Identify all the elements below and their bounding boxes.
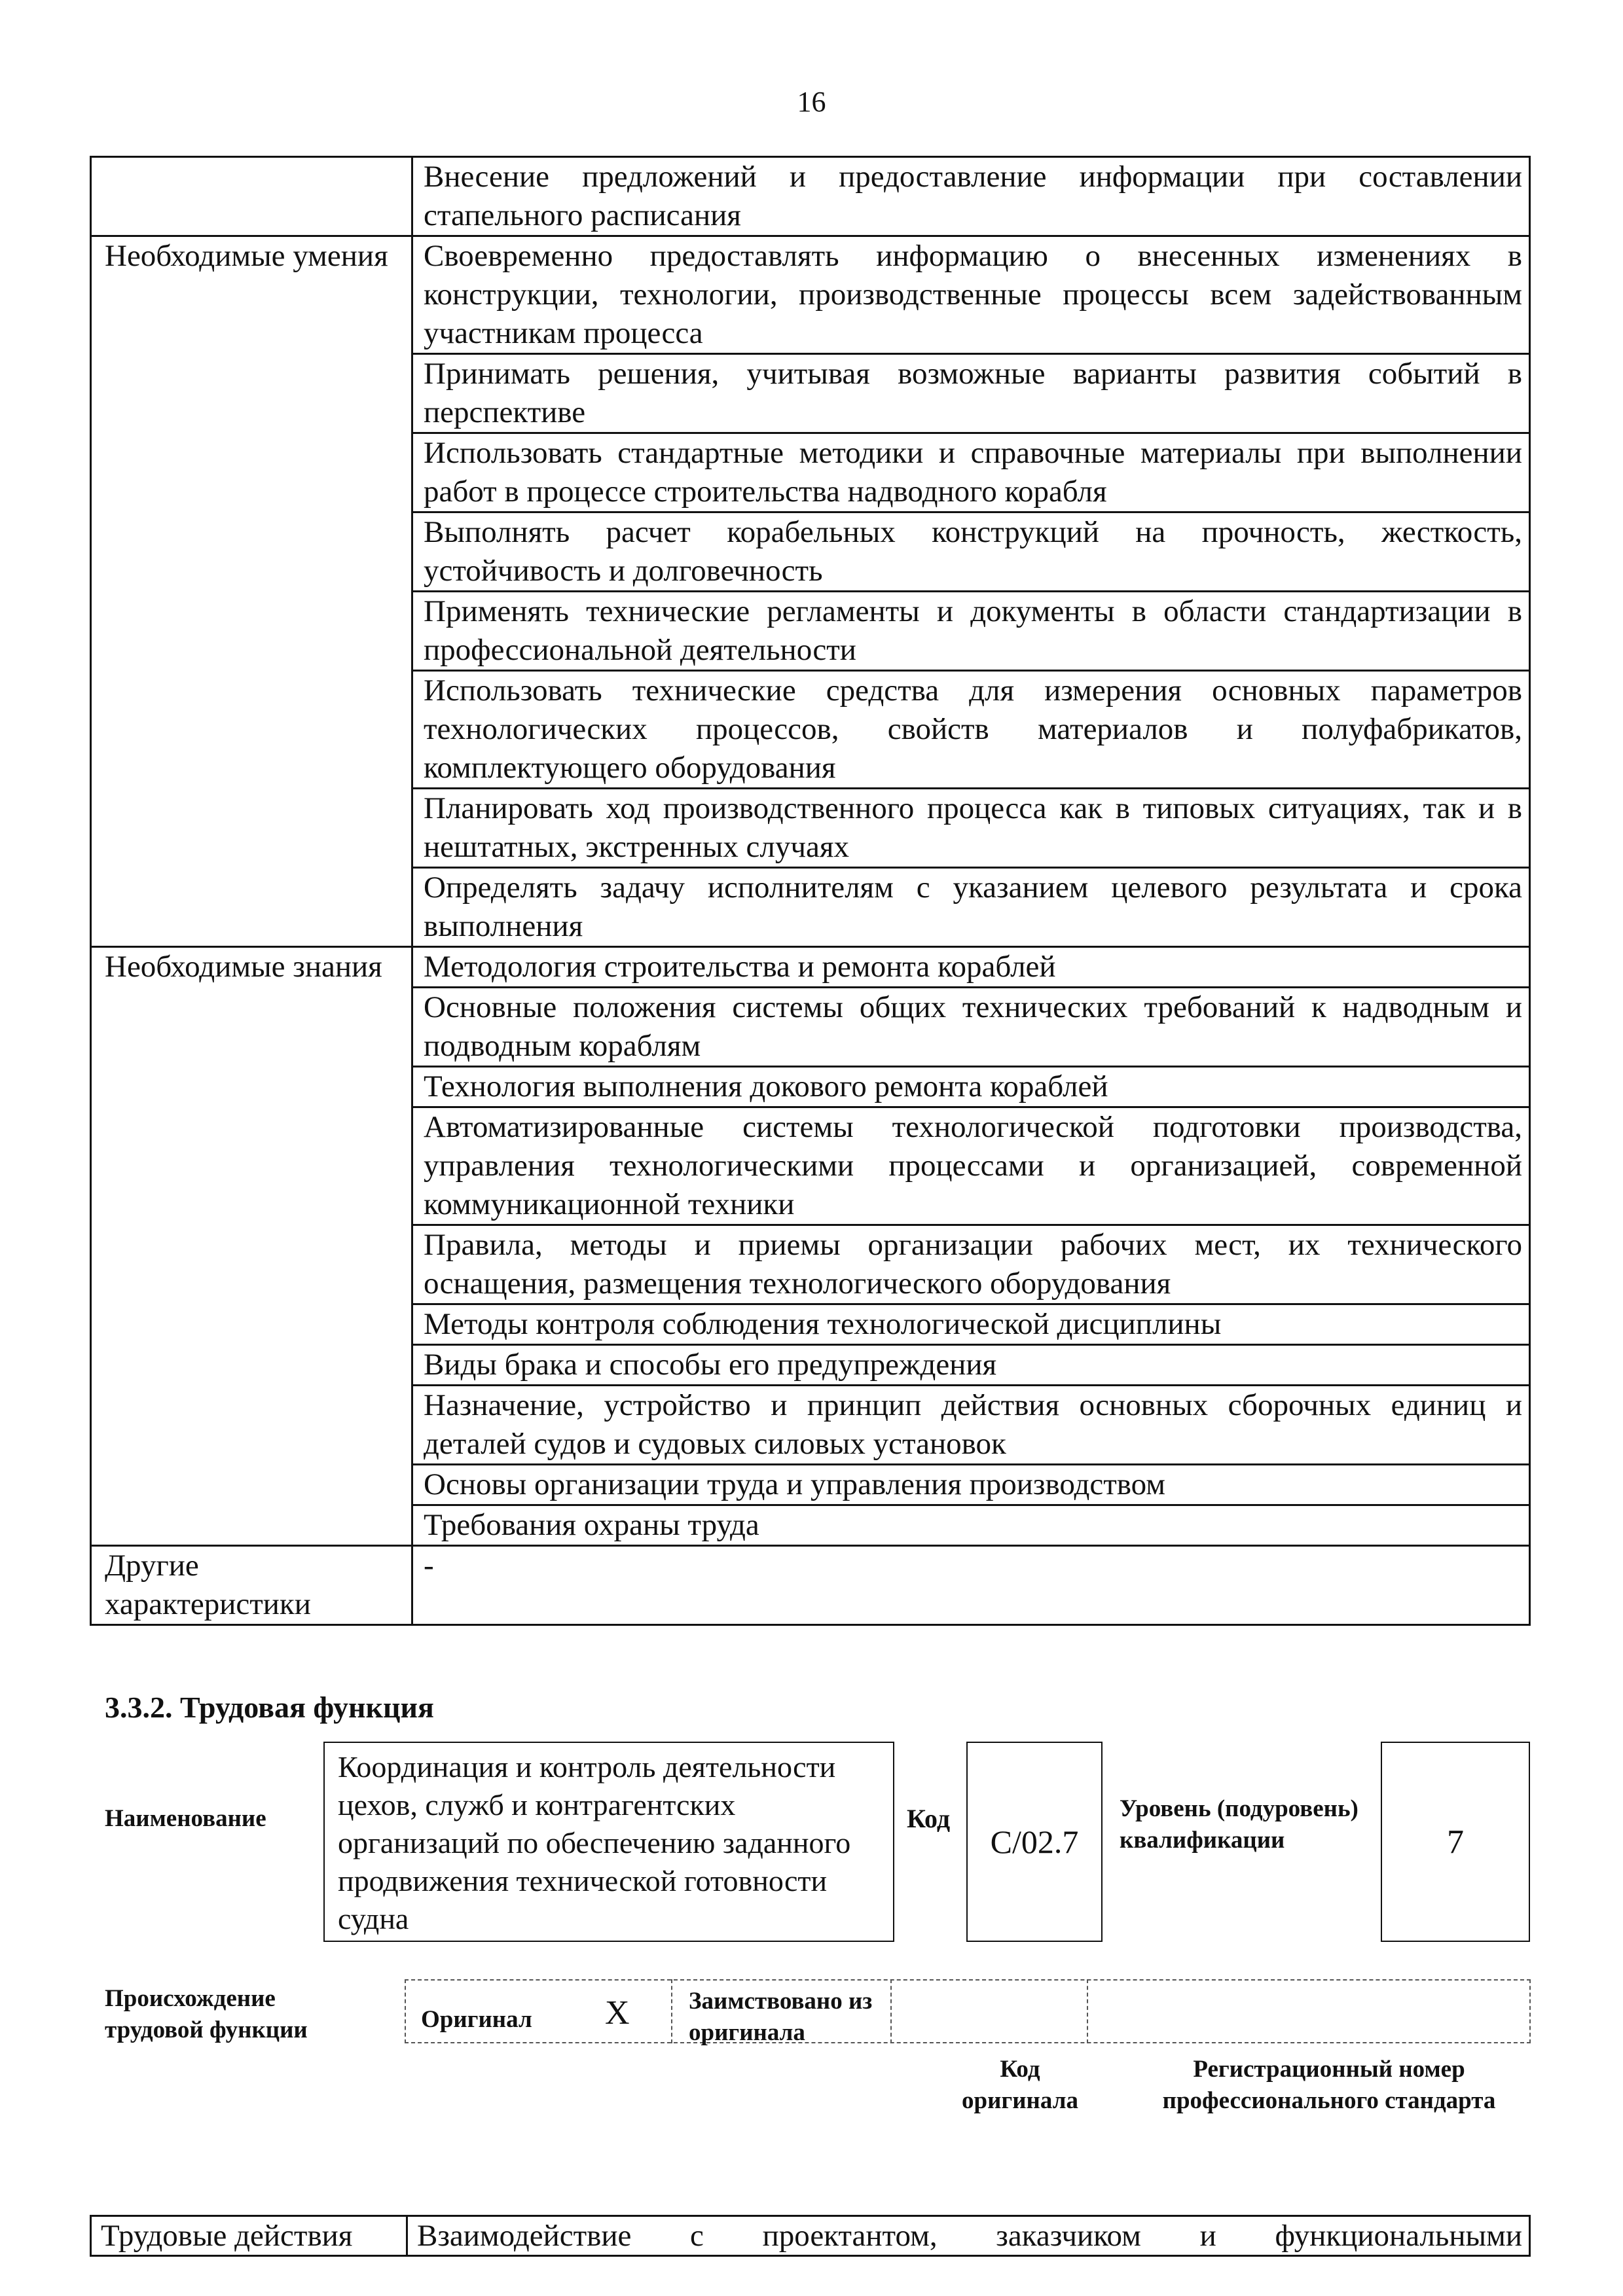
qualification-level-box: 7: [1381, 1742, 1530, 1942]
table-row: [91, 947, 1530, 988]
table-row: [91, 157, 1530, 236]
borrowed-label: Заимствовано из оригинала: [689, 1988, 873, 2046]
origin-box-bottom-line: [405, 2042, 1531, 2043]
row-label-continued: [91, 433, 412, 512]
table-cell: Взаимодействие с проектантом, заказчиком и функциональными: [407, 2216, 1530, 2256]
row-label-continued: [91, 1345, 412, 1386]
table-cell: Технология выполнения докового ремонта кораблей: [412, 1067, 1530, 1107]
table-row: [91, 433, 1530, 512]
table-cell: Применять технические регламенты и документы в области стандартизации в профессиональной деятельности: [412, 592, 1530, 671]
table-row: [91, 1505, 1530, 1546]
row-label-continued: [91, 1225, 412, 1304]
table-row: [91, 789, 1530, 868]
row-label: Другие характеристики: [91, 1546, 412, 1625]
table-row: [91, 1067, 1530, 1107]
table-cell: Назначение, устройство и принцип действия основных сборочных единиц и деталей судов и судовых силовых установок: [412, 1386, 1530, 1465]
table-row: [91, 1225, 1530, 1304]
table-row: [91, 2216, 1530, 2256]
table-cell: Методы контроля соблюдения технологической дисциплины: [412, 1304, 1530, 1345]
row-label: Необходимые знания: [91, 947, 412, 988]
labor-actions-table: [90, 2215, 1531, 2257]
table-cell: Автоматизированные системы технологической подготовки производства, управления технологическими процессами и организацией, современной коммуникационной техники: [412, 1107, 1530, 1225]
table-cell: Требования охраны труда: [412, 1505, 1530, 1546]
table-row: [91, 512, 1530, 592]
row-label-continued: [91, 988, 412, 1067]
table-row: [91, 868, 1530, 947]
function-name-box: Координация и контроль деятельности цехов, служб и контрагентских организаций по обеспечению заданного продвижения технической готовности судна: [323, 1742, 894, 1942]
row-label: Необходимые умения: [91, 236, 412, 354]
row-label-continued: [91, 592, 412, 671]
reg-number-caption: Регистрационный номер профессионального стандарта: [1162, 2056, 1496, 2114]
row-label-continued: [91, 512, 412, 592]
name-label: Наименование: [105, 1805, 266, 1832]
origin-box: [405, 1979, 1531, 2043]
table-cell: Основы организации труда и управления производством: [412, 1465, 1530, 1505]
table-row: [91, 354, 1530, 433]
table-row: [91, 1546, 1530, 1625]
row-label-continued: [91, 1304, 412, 1345]
level-label: Уровень (подуровень) квалификации: [1120, 1795, 1359, 1854]
row-label-continued: [91, 789, 412, 868]
table-cell: -: [412, 1546, 1530, 1625]
requirements-table: [90, 156, 1531, 1626]
table-row: [91, 988, 1530, 1067]
table-row: [91, 592, 1530, 671]
table-row: [91, 1107, 1530, 1225]
table-cell: Принимать решения, учитывая возможные варианты развития событий в перспективе: [412, 354, 1530, 433]
table-cell: Виды брака и способы его предупреждения: [412, 1345, 1530, 1386]
table-row: [91, 1465, 1530, 1505]
original-mark: X: [605, 1994, 630, 2032]
table-cell: Планировать ход производственного процесса как в типовых ситуациях, так и в нештатных, экстренных случаях: [412, 789, 1530, 868]
row-label-continued: [91, 868, 412, 947]
row-label-continued: [91, 1465, 412, 1505]
table-cell: Использовать технические средства для измерения основных параметров технологических процессов, свойств материалов и полуфабрикатов, комплектующего оборудования: [412, 671, 1530, 789]
section-heading: 3.3.2. Трудовая функция: [105, 1691, 434, 1724]
function-code-box: С/02.7: [966, 1742, 1103, 1942]
table-row: [91, 1304, 1530, 1345]
table-cell: Своевременно предоставлять информацию о внесенных изменениях в конструкции, технологии, производственные процессы всем задействованным участникам процесса: [412, 236, 1530, 354]
origin-divider: [671, 1979, 672, 2043]
row-label-continued: [91, 1107, 412, 1225]
table-cell: Выполнять расчет корабельных конструкций на прочность, жесткость, устойчивость и долговечность: [412, 512, 1530, 592]
code-label: Код: [907, 1804, 951, 1833]
table-row: [91, 671, 1530, 789]
row-label-continued: [91, 671, 412, 789]
table-row: [91, 1345, 1530, 1386]
table-cell: Правила, методы и приемы организации рабочих мест, их технического оснащения, размещения технологического оборудования: [412, 1225, 1530, 1304]
original-label: Оригинал: [421, 2006, 532, 2033]
table-cell: Основные положения системы общих технических требований к надводным и подводным кораблям: [412, 988, 1530, 1067]
table-row: [91, 236, 1530, 354]
table-cell: Определять задачу исполнителям с указанием целевого результата и срока выполнения: [412, 868, 1530, 947]
row-label-continued: [91, 1386, 412, 1465]
origin-label: Происхождение трудовой функции: [105, 1985, 308, 2043]
origin-code-caption: Код оригинала: [962, 2056, 1078, 2114]
row-label-continued: [91, 354, 412, 433]
row-label-continued: [91, 1067, 412, 1107]
page-number: 16: [797, 86, 826, 118]
row-label-continued: [91, 1505, 412, 1546]
table-cell: Внесение предложений и предоставление информации при составлении стапельного расписания: [412, 157, 1530, 236]
table-row: [91, 1386, 1530, 1465]
row-label-empty: [91, 157, 412, 236]
origin-divider: [1087, 1979, 1088, 2043]
row-label: Трудовые действия: [91, 2216, 407, 2256]
table-cell: Методология строительства и ремонта кораблей: [412, 947, 1530, 988]
table-cell: Использовать стандартные методики и справочные материалы при выполнении работ в процессе строительства надводного корабля: [412, 433, 1530, 512]
